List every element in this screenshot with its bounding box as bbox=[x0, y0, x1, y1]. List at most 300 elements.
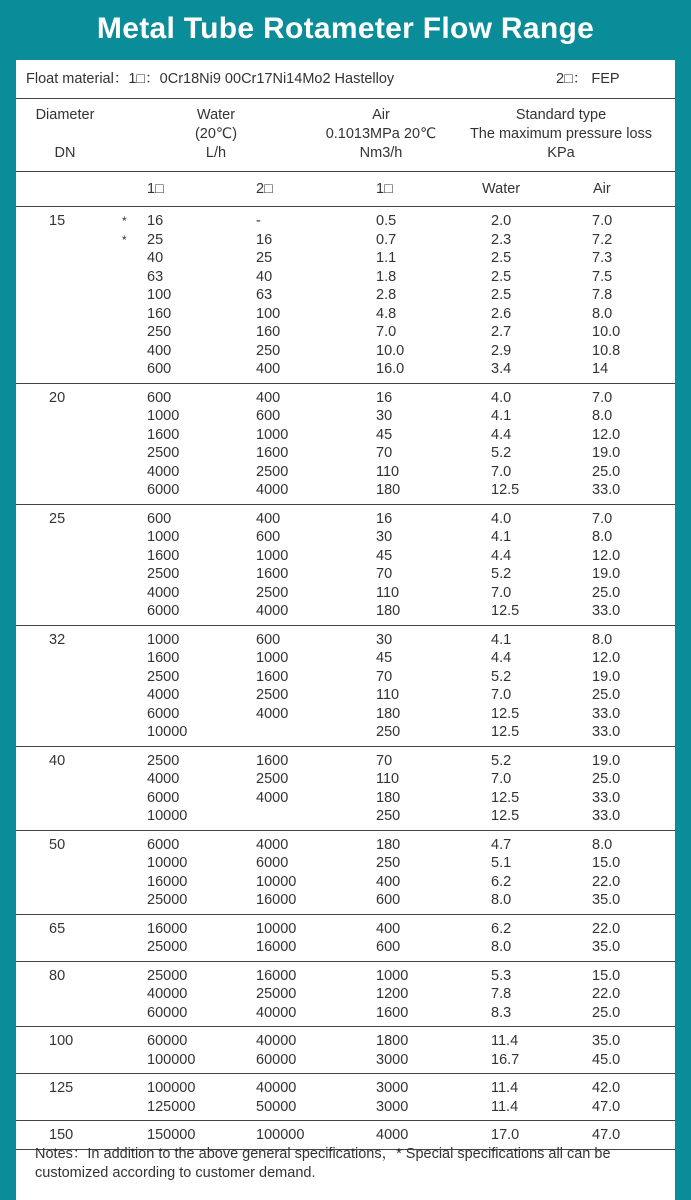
loss-water: 2.3 bbox=[491, 231, 512, 248]
loss-water: 4.1 bbox=[491, 529, 512, 545]
loss-water: 17.0 bbox=[491, 1127, 520, 1143]
water-flow-1: 2500 bbox=[147, 752, 180, 769]
water-flow-2: 100000 bbox=[256, 1127, 305, 1143]
table-row bbox=[16, 602, 675, 621]
table-row bbox=[16, 836, 675, 855]
loss-water: 5.2 bbox=[491, 445, 512, 461]
table-row bbox=[16, 752, 675, 771]
loss-water: 5.1 bbox=[491, 855, 512, 871]
air-flow: 1.1 bbox=[376, 250, 397, 266]
loss-water: 8.0 bbox=[491, 939, 512, 955]
dn-group bbox=[16, 747, 675, 831]
water-flow-2: 400 bbox=[256, 361, 281, 377]
loss-water: 11.4 bbox=[491, 1033, 519, 1049]
dn-value: 20 bbox=[49, 389, 66, 406]
loss-air: 22.0 bbox=[592, 873, 621, 890]
water-flow-1: 600 bbox=[147, 389, 172, 406]
loss-water: 2.6 bbox=[491, 305, 512, 322]
table-row bbox=[16, 463, 675, 482]
dn-group bbox=[16, 831, 675, 915]
water-flow-2: 4000 bbox=[256, 705, 289, 722]
dn-group bbox=[16, 207, 675, 384]
air-flow: 0.7 bbox=[376, 231, 397, 248]
water-flow-1: 6000 bbox=[147, 836, 180, 853]
loss-water: 11.4 bbox=[491, 1080, 519, 1096]
loss-air: 10.8 bbox=[592, 342, 621, 359]
air-flow: 4000 bbox=[376, 1127, 409, 1143]
subheader-water-1: 1□ bbox=[147, 181, 164, 197]
water-flow-1: 60000 bbox=[147, 1033, 188, 1049]
loss-air: 7.8 bbox=[592, 287, 613, 303]
loss-water: 12.5 bbox=[491, 724, 520, 740]
spec-table-panel bbox=[16, 60, 675, 1200]
air-flow: 400 bbox=[376, 920, 401, 937]
table-row bbox=[16, 389, 675, 408]
loss-water: 4.0 bbox=[491, 510, 512, 527]
air-flow: 250 bbox=[376, 808, 401, 824]
water-flow-1: 16000 bbox=[147, 873, 188, 890]
table-row bbox=[16, 686, 675, 705]
water-flow-2: 1000 bbox=[256, 426, 289, 443]
loss-air: 33.0 bbox=[592, 724, 621, 740]
loss-air: 7.2 bbox=[592, 231, 613, 248]
loss-water: 4.4 bbox=[491, 547, 512, 564]
table-row bbox=[16, 873, 675, 892]
water-flow-1: 1000 bbox=[147, 408, 180, 424]
water-flow-2: 1600 bbox=[256, 752, 289, 769]
water-flow-2: 2500 bbox=[256, 584, 289, 601]
air-flow: 180 bbox=[376, 603, 401, 619]
loss-water: 12.5 bbox=[491, 789, 520, 806]
loss-air: 45.0 bbox=[592, 1051, 621, 1068]
loss-air: 33.0 bbox=[592, 789, 621, 806]
header-standard-line1: Standard type bbox=[515, 107, 607, 123]
dn-value: 15 bbox=[49, 213, 66, 229]
header-diameter bbox=[20, 106, 110, 163]
water-flow-1: 25 bbox=[147, 231, 164, 248]
water-flow-2: 1000 bbox=[256, 650, 289, 666]
loss-air: 12.0 bbox=[592, 426, 621, 443]
dn-group bbox=[16, 505, 675, 626]
loss-air: 25.0 bbox=[592, 584, 621, 601]
loss-air: 7.0 bbox=[592, 510, 613, 527]
loss-water: 6.2 bbox=[491, 873, 512, 890]
loss-water: 5.2 bbox=[491, 668, 512, 685]
water-flow-2: 16 bbox=[256, 231, 273, 248]
water-flow-2: 600 bbox=[256, 529, 281, 545]
loss-air: 19.0 bbox=[592, 566, 621, 582]
water-flow-2: 25 bbox=[256, 250, 273, 266]
water-flow-1: 1600 bbox=[147, 547, 180, 564]
air-flow: 110 bbox=[376, 687, 400, 703]
table-row bbox=[16, 770, 675, 789]
table-header bbox=[16, 99, 675, 172]
loss-water: 2.5 bbox=[491, 268, 512, 285]
water-flow-1: 2500 bbox=[147, 668, 180, 685]
loss-water: 16.7 bbox=[491, 1051, 520, 1068]
air-flow: 30 bbox=[376, 408, 393, 424]
table-row bbox=[16, 231, 675, 250]
table-row bbox=[16, 920, 675, 939]
table-row bbox=[16, 323, 675, 342]
loss-air: 8.0 bbox=[592, 836, 613, 853]
loss-air: 19.0 bbox=[592, 445, 621, 461]
water-flow-2: 16000 bbox=[256, 892, 297, 908]
loss-water: 12.5 bbox=[491, 482, 520, 498]
loss-water: 2.0 bbox=[491, 213, 512, 229]
water-flow-2: 10000 bbox=[256, 873, 297, 890]
water-flow-1: 10000 bbox=[147, 855, 188, 871]
air-flow: 70 bbox=[376, 752, 393, 769]
header-standard bbox=[456, 106, 666, 163]
dn-value: 80 bbox=[49, 967, 66, 984]
header-water bbox=[156, 106, 276, 163]
dn-value: 25 bbox=[49, 510, 66, 527]
loss-water: 8.0 bbox=[491, 892, 512, 908]
dn-group bbox=[16, 1027, 675, 1074]
table-row bbox=[16, 212, 675, 231]
loss-water: 5.3 bbox=[491, 967, 512, 984]
loss-water: 11.4 bbox=[491, 1098, 519, 1115]
float-material-option-2: 2□： FEP bbox=[556, 71, 620, 87]
loss-air: 7.5 bbox=[592, 268, 613, 285]
water-flow-1: 60000 bbox=[147, 1004, 188, 1021]
dn-value: 32 bbox=[49, 631, 66, 648]
dn-group bbox=[16, 962, 675, 1028]
air-flow: 110 bbox=[376, 771, 400, 787]
header-air bbox=[311, 106, 451, 163]
water-flow-1: 2500 bbox=[147, 566, 180, 582]
loss-water: 6.2 bbox=[491, 920, 512, 937]
air-flow: 600 bbox=[376, 892, 401, 908]
air-flow: 110 bbox=[376, 584, 400, 601]
loss-water: 2.5 bbox=[491, 250, 512, 266]
table-row bbox=[16, 286, 675, 305]
table-row bbox=[16, 444, 675, 463]
table-row bbox=[16, 938, 675, 957]
header-air-line1: Air bbox=[372, 107, 390, 123]
air-flow: 30 bbox=[376, 529, 393, 545]
loss-water: 3.4 bbox=[491, 361, 512, 377]
dn-group bbox=[16, 915, 675, 962]
dn-value: 100 bbox=[49, 1033, 74, 1049]
loss-water: 7.0 bbox=[491, 771, 512, 787]
air-flow: 1.8 bbox=[376, 268, 397, 285]
loss-air: 35.0 bbox=[592, 892, 621, 908]
loss-air: 8.0 bbox=[592, 529, 613, 545]
loss-air: 42.0 bbox=[592, 1080, 621, 1096]
header-water-line3: L/h bbox=[205, 145, 227, 161]
water-flow-1: 40 bbox=[147, 250, 164, 266]
air-flow: 1800 bbox=[376, 1033, 409, 1049]
air-flow: 45 bbox=[376, 547, 393, 564]
table-row bbox=[16, 268, 675, 287]
notes: Notes：In addition to the above general specifications，* Special specifications all can be customized according to customer demand. bbox=[35, 1146, 611, 1181]
header-standard-line3: KPa bbox=[547, 145, 575, 161]
table-row bbox=[16, 631, 675, 650]
loss-water: 12.5 bbox=[491, 603, 520, 619]
loss-air: 8.0 bbox=[592, 631, 613, 648]
water-flow-1: 1000 bbox=[147, 631, 180, 648]
water-flow-2: 10000 bbox=[256, 920, 297, 937]
table-row bbox=[16, 723, 675, 742]
loss-air: 12.0 bbox=[592, 547, 621, 564]
table-row bbox=[16, 967, 675, 986]
dn-value: 65 bbox=[49, 920, 66, 937]
loss-water: 5.2 bbox=[491, 566, 512, 582]
dn-value: 150 bbox=[49, 1127, 74, 1143]
water-flow-1: 600 bbox=[147, 361, 172, 377]
loss-air: 12.0 bbox=[592, 650, 621, 666]
loss-air: 35.0 bbox=[592, 939, 621, 955]
special-mark: * bbox=[122, 232, 127, 247]
air-flow: 250 bbox=[376, 724, 401, 740]
loss-water: 2.5 bbox=[491, 287, 512, 303]
table-row bbox=[16, 985, 675, 1004]
loss-air: 7.0 bbox=[592, 213, 613, 229]
water-flow-1: 150000 bbox=[147, 1127, 196, 1143]
water-flow-1: 2500 bbox=[147, 445, 180, 461]
water-flow-2: 40000 bbox=[256, 1004, 297, 1021]
table-row bbox=[16, 547, 675, 566]
air-flow: 3000 bbox=[376, 1098, 409, 1115]
air-flow: 3000 bbox=[376, 1051, 409, 1068]
water-flow-1: 1600 bbox=[147, 426, 180, 443]
loss-water: 12.5 bbox=[491, 705, 520, 722]
water-flow-2: 160 bbox=[256, 324, 281, 340]
water-flow-1: 4000 bbox=[147, 584, 180, 601]
page-title: Metal Tube Rotameter Flow Range bbox=[96, 12, 595, 45]
table-row bbox=[16, 789, 675, 808]
water-flow-2: 400 bbox=[256, 389, 281, 406]
water-flow-1: 6000 bbox=[147, 789, 180, 806]
loss-air: 33.0 bbox=[592, 482, 621, 498]
dn-value: 40 bbox=[49, 752, 66, 769]
air-flow: 110 bbox=[376, 463, 400, 480]
water-flow-2: 1000 bbox=[256, 547, 289, 564]
loss-water: 4.4 bbox=[491, 426, 512, 443]
water-flow-2: 100 bbox=[256, 305, 281, 322]
loss-water: 7.8 bbox=[491, 986, 512, 1002]
loss-air: 33.0 bbox=[592, 603, 621, 619]
water-flow-1: 25000 bbox=[147, 892, 188, 908]
water-flow-2: 40 bbox=[256, 268, 273, 285]
header-air-line3: Nm3/h bbox=[359, 145, 403, 161]
water-flow-2: 1600 bbox=[256, 445, 289, 461]
water-flow-2: - bbox=[256, 213, 261, 229]
special-mark: * bbox=[122, 214, 127, 228]
loss-air: 15.0 bbox=[592, 967, 621, 984]
water-flow-2: 4000 bbox=[256, 836, 289, 853]
water-flow-1: 4000 bbox=[147, 771, 180, 787]
water-flow-2: 6000 bbox=[256, 855, 289, 871]
water-flow-1: 100000 bbox=[147, 1051, 196, 1068]
subheader-water-2: 2□ bbox=[256, 181, 273, 197]
loss-water: 2.7 bbox=[491, 324, 512, 340]
table-row bbox=[16, 510, 675, 529]
air-flow: 4.8 bbox=[376, 305, 397, 322]
air-flow: 1000 bbox=[376, 967, 409, 984]
table-row bbox=[16, 426, 675, 445]
water-flow-1: 40000 bbox=[147, 986, 188, 1002]
water-flow-1: 4000 bbox=[147, 463, 180, 480]
loss-air: 22.0 bbox=[592, 920, 621, 937]
header-diameter-line2 bbox=[20, 125, 110, 144]
water-flow-1: 160 bbox=[147, 305, 172, 322]
water-flow-1: 10000 bbox=[147, 808, 188, 824]
table-row bbox=[16, 649, 675, 668]
table-row bbox=[16, 481, 675, 500]
table-row bbox=[16, 807, 675, 826]
table-row bbox=[16, 305, 675, 324]
air-flow: 180 bbox=[376, 705, 401, 722]
water-flow-2: 4000 bbox=[256, 603, 289, 619]
table-row bbox=[16, 668, 675, 687]
air-flow: 3000 bbox=[376, 1080, 409, 1096]
loss-air: 19.0 bbox=[592, 752, 621, 769]
water-flow-1: 6000 bbox=[147, 603, 180, 619]
table-row bbox=[16, 528, 675, 547]
loss-water: 7.0 bbox=[491, 463, 512, 480]
table-row bbox=[16, 584, 675, 603]
loss-air: 14 bbox=[592, 361, 609, 377]
water-flow-2: 2500 bbox=[256, 687, 289, 703]
subheader-air-1: 1□ bbox=[376, 181, 393, 197]
air-flow: 1600 bbox=[376, 1004, 409, 1021]
loss-air: 15.0 bbox=[592, 855, 621, 871]
water-flow-1: 100 bbox=[147, 287, 172, 303]
header-diameter-line1: Diameter bbox=[35, 107, 95, 123]
water-flow-2: 250 bbox=[256, 342, 281, 359]
float-material-label: Float material：1□：0Cr18Ni9 00Cr17Ni14Mo2 Hastelloy bbox=[26, 71, 395, 87]
water-flow-1: 6000 bbox=[147, 482, 180, 498]
water-flow-1: 4000 bbox=[147, 687, 180, 703]
air-flow: 16.0 bbox=[376, 361, 405, 377]
air-flow: 7.0 bbox=[376, 324, 397, 340]
air-flow: 2.8 bbox=[376, 287, 397, 303]
water-flow-2: 1600 bbox=[256, 668, 289, 685]
loss-water: 12.5 bbox=[491, 808, 520, 824]
loss-air: 25.0 bbox=[592, 463, 621, 480]
water-flow-2: 50000 bbox=[256, 1098, 297, 1115]
loss-air: 10.0 bbox=[592, 324, 621, 340]
air-flow: 180 bbox=[376, 836, 401, 853]
water-flow-2: 4000 bbox=[256, 789, 289, 806]
table-row bbox=[16, 1126, 675, 1145]
water-flow-2: 40000 bbox=[256, 1033, 297, 1049]
loss-air: 47.0 bbox=[592, 1127, 621, 1143]
water-flow-1: 16 bbox=[147, 213, 164, 229]
water-flow-2: 16000 bbox=[256, 967, 297, 984]
table-row bbox=[16, 705, 675, 724]
loss-water: 7.0 bbox=[491, 687, 512, 703]
air-flow: 250 bbox=[376, 855, 401, 871]
loss-water: 4.0 bbox=[491, 389, 512, 406]
air-flow: 600 bbox=[376, 939, 401, 955]
table-row bbox=[16, 1079, 675, 1098]
air-flow: 45 bbox=[376, 426, 393, 443]
subheader-loss-water: Water bbox=[482, 181, 521, 197]
loss-water: 7.0 bbox=[491, 584, 512, 601]
header-standard-line2: The maximum pressure loss bbox=[469, 126, 653, 142]
loss-water: 2.9 bbox=[491, 342, 512, 359]
air-flow: 180 bbox=[376, 482, 401, 498]
water-flow-2: 16000 bbox=[256, 939, 297, 955]
water-flow-1: 63 bbox=[147, 268, 164, 285]
table-row bbox=[16, 854, 675, 873]
loss-water: 4.1 bbox=[491, 408, 512, 424]
air-flow: 70 bbox=[376, 445, 393, 461]
loss-air: 35.0 bbox=[592, 1033, 621, 1049]
water-flow-2: 600 bbox=[256, 408, 281, 424]
dn-group bbox=[16, 1074, 675, 1121]
air-flow: 400 bbox=[376, 873, 401, 890]
air-flow: 70 bbox=[376, 668, 393, 685]
loss-air: 7.0 bbox=[592, 389, 613, 406]
water-flow-2: 600 bbox=[256, 631, 281, 648]
air-flow: 10.0 bbox=[376, 342, 405, 359]
water-flow-1: 100000 bbox=[147, 1080, 196, 1096]
water-flow-1: 600 bbox=[147, 510, 172, 527]
water-flow-1: 400 bbox=[147, 342, 172, 359]
water-flow-2: 40000 bbox=[256, 1080, 297, 1096]
dn-value: 50 bbox=[49, 836, 66, 853]
air-flow: 1200 bbox=[376, 986, 409, 1002]
air-flow: 180 bbox=[376, 789, 401, 806]
water-flow-1: 125000 bbox=[147, 1098, 196, 1115]
water-flow-1: 1000 bbox=[147, 529, 180, 545]
air-flow: 0.5 bbox=[376, 213, 397, 229]
loss-air: 25.0 bbox=[592, 687, 621, 703]
water-flow-2: 2500 bbox=[256, 463, 289, 480]
water-flow-1: 6000 bbox=[147, 705, 180, 722]
loss-air: 7.3 bbox=[592, 250, 613, 266]
air-flow: 16 bbox=[376, 389, 393, 406]
loss-water: 8.3 bbox=[491, 1004, 512, 1021]
water-flow-1: 1600 bbox=[147, 650, 180, 666]
dn-group bbox=[16, 384, 675, 505]
loss-air: 8.0 bbox=[592, 408, 613, 424]
water-flow-2: 25000 bbox=[256, 986, 297, 1002]
water-flow-2: 4000 bbox=[256, 482, 289, 498]
water-flow-2: 60000 bbox=[256, 1051, 297, 1068]
air-flow: 30 bbox=[376, 631, 393, 648]
air-flow: 70 bbox=[376, 566, 393, 582]
loss-water: 4.7 bbox=[491, 836, 512, 853]
water-flow-2: 400 bbox=[256, 510, 281, 527]
air-flow: 16 bbox=[376, 510, 393, 527]
table-subheader bbox=[16, 172, 675, 207]
float-material-row bbox=[16, 60, 675, 99]
loss-air: 33.0 bbox=[592, 808, 621, 824]
subheader-loss-air: Air bbox=[593, 181, 611, 197]
loss-air: 25.0 bbox=[592, 1004, 621, 1021]
air-flow: 45 bbox=[376, 650, 393, 666]
table-row bbox=[16, 565, 675, 584]
table-row bbox=[16, 407, 675, 426]
loss-air: 8.0 bbox=[592, 305, 613, 322]
dn-value: 125 bbox=[49, 1080, 74, 1096]
water-flow-2: 1600 bbox=[256, 566, 289, 582]
loss-air: 22.0 bbox=[592, 986, 621, 1002]
loss-air: 25.0 bbox=[592, 771, 621, 787]
header-water-line2: (20℃) bbox=[194, 126, 238, 142]
table-row bbox=[16, 891, 675, 910]
water-flow-1: 10000 bbox=[147, 724, 188, 740]
loss-water: 5.2 bbox=[491, 752, 512, 769]
loss-water: 4.1 bbox=[491, 631, 512, 648]
table-row bbox=[16, 360, 675, 379]
